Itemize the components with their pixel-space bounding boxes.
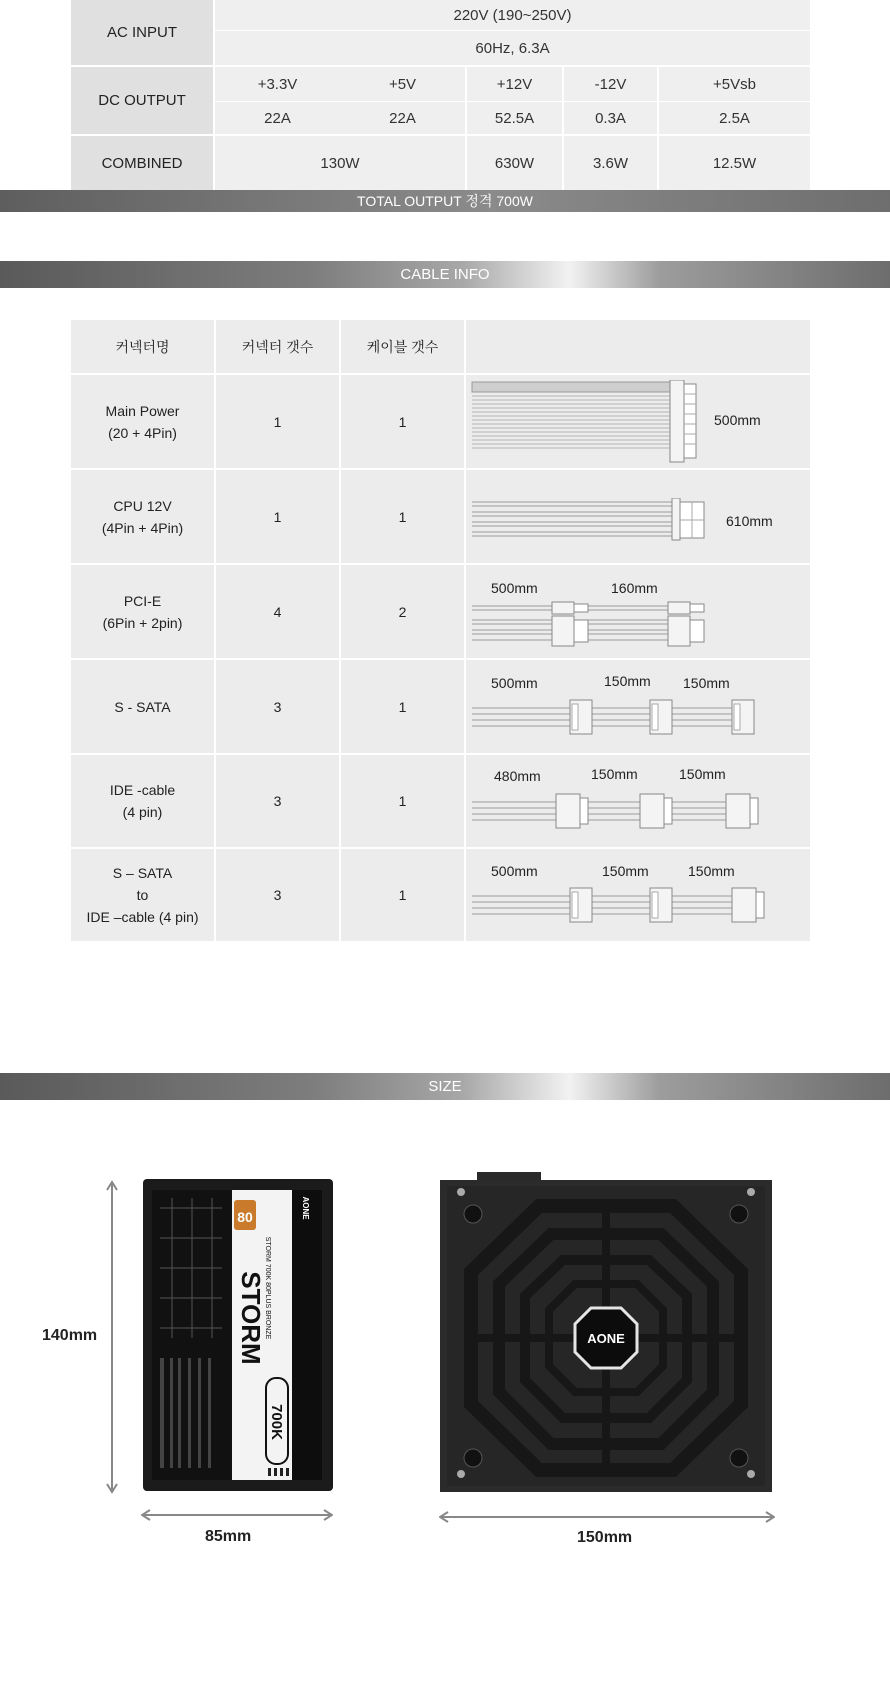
pcie-length-extra: 160mm (611, 580, 658, 596)
table-row-pcie-name: PCI-E (6Pin + 2pin) (102, 592, 183, 631)
header-cable-count: 케이블 갯수 (366, 338, 439, 355)
ide-cables: 1 (398, 793, 407, 809)
header-illustration (466, 320, 810, 373)
back-width-dimension-arrow (439, 1510, 775, 1524)
series-line-text: STORM 700K 80PLUS BRONZE (264, 1236, 271, 1340)
main-power-connectors: 1 (273, 413, 282, 430)
side-width-label: 85mm (205, 1528, 252, 1545)
cpu-length: 610mm (726, 513, 773, 529)
combined-label: COMBINED (71, 136, 213, 190)
spec-table (71, 0, 810, 190)
rail-5vsb: +5Vsb (713, 75, 756, 93)
dc-output-label: DC OUTPUT (71, 67, 213, 134)
header-connector-count: 커넥터 갯수 (241, 338, 314, 355)
total-output-bar: TOTAL OUTPUT 정격 700W (0, 190, 890, 212)
size-band: SIZE (0, 1073, 890, 1100)
cable-info-band: CABLE INFO (0, 261, 890, 288)
pcie-cable-drawing (470, 600, 710, 650)
sata-to-ide-length-3: 150mm (688, 863, 735, 879)
sata-connectors: 3 (273, 698, 282, 715)
main-power-length: 500mm (714, 412, 761, 428)
rail-neg12v: -12V (594, 75, 627, 93)
main-power-cable-drawing (470, 380, 700, 464)
sata-length-2: 150mm (604, 673, 651, 689)
cpu-connectors: 1 (273, 508, 282, 525)
psu-side-view (142, 1178, 336, 1494)
ac-input-voltage: 220V (190~250V) (453, 6, 572, 24)
height-dimension-arrow (104, 1180, 120, 1494)
current-neg12v: 0.3A (595, 109, 626, 127)
model-badge-text: 700K (268, 1404, 285, 1440)
sata-cables: 1 (398, 698, 407, 715)
ide-length-3: 150mm (679, 766, 726, 782)
combined-neg12v: 3.6W (592, 154, 628, 172)
header-connector-name: 커넥터명 (115, 338, 170, 355)
table-row-cpu-name: CPU 12V (4Pin + 4Pin) (101, 497, 184, 536)
main-power-cables: 1 (398, 413, 407, 430)
ide-length-1: 480mm (494, 768, 541, 784)
pcie-cables: 2 (398, 603, 407, 620)
fan-brand-text: AONE (587, 1331, 625, 1346)
cpu-cable-drawing (470, 498, 710, 546)
current-12v: 52.5A (494, 109, 535, 127)
sata-to-ide-cable-drawing (470, 886, 766, 926)
back-width-label: 150mm (577, 1529, 633, 1546)
table-row-sata-to-ide-name: S – SATA to IDE –cable (4 pin) (86, 865, 199, 925)
side-width-dimension-arrow (141, 1508, 333, 1522)
sata-length-1: 500mm (491, 675, 538, 691)
current-5vsb: 2.5A (719, 109, 750, 127)
cable-table (71, 320, 810, 941)
ide-cable-drawing (470, 792, 760, 832)
rail-12v: +12V (496, 75, 533, 93)
ide-length-2: 150mm (591, 766, 638, 782)
sata-to-ide-length-1: 500mm (491, 863, 538, 879)
brand-text: AONE (301, 1196, 310, 1220)
sata-length-3: 150mm (683, 675, 730, 691)
sata-to-ide-length-2: 150mm (602, 863, 649, 879)
combined-5vsb: 12.5W (712, 154, 757, 172)
table-row-ide-name: IDE -cable (4 pin) (109, 782, 176, 820)
psu-back-view (439, 1172, 775, 1494)
sata-to-ide-cables: 1 (398, 887, 407, 903)
rail-5v: +5V (388, 75, 417, 93)
rail-3v3: +3.3V (257, 75, 298, 93)
table-row-main-power-name: Main Power (20 + 4Pin) (105, 402, 180, 441)
pcie-connectors: 4 (273, 603, 282, 620)
sata-to-ide-connectors: 3 (273, 887, 282, 903)
sata-cable-drawing (470, 698, 760, 738)
badge-80-text: 80 (237, 1209, 253, 1225)
model-text: STORM (236, 1271, 266, 1365)
height-label: 140mm (42, 1327, 98, 1344)
cpu-cables: 1 (398, 508, 407, 525)
combined-3v3-5v: 130W (320, 154, 360, 172)
ac-input-label: AC INPUT (71, 0, 213, 65)
ac-input-frequency: 60Hz, 6.3A (475, 39, 550, 57)
pcie-length-main: 500mm (491, 580, 538, 596)
current-3v3: 22A (264, 109, 291, 127)
table-row-sata-name: S - SATA (114, 698, 171, 715)
combined-12v: 630W (494, 154, 535, 172)
current-5v: 22A (389, 109, 416, 127)
ide-connectors: 3 (273, 793, 282, 809)
